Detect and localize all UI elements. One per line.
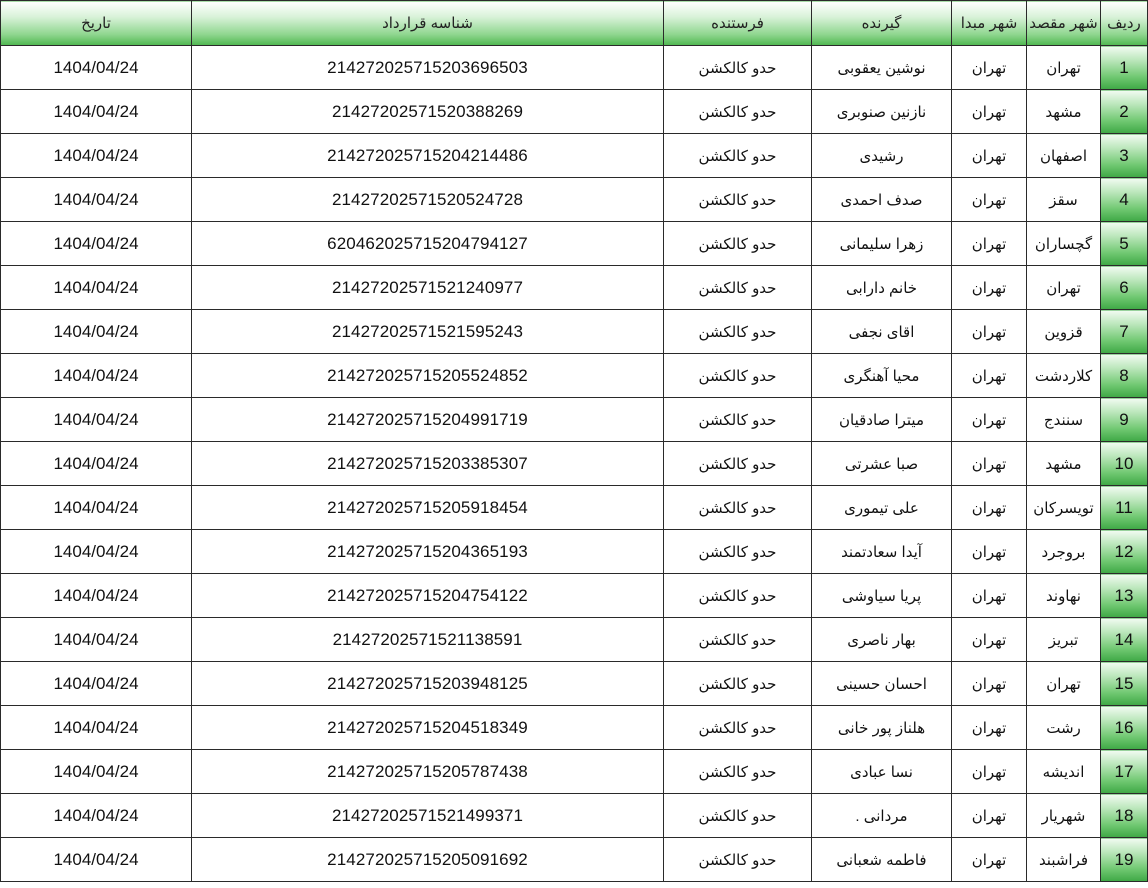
header-receiver: گیرنده	[812, 1, 952, 46]
cell-receiver: محیا آهنگری	[812, 354, 952, 398]
cell-row-number: 1	[1101, 46, 1148, 90]
cell-contract-id: 214272025715205787438	[192, 750, 664, 794]
cell-date: 1404/04/24	[1, 398, 192, 442]
cell-contract-id: 214272025715203948125	[192, 662, 664, 706]
cell-row-number: 6	[1101, 266, 1148, 310]
header-row	[1, 1, 1148, 46]
cell-date: 1404/04/24	[1, 794, 192, 838]
cell-origin-city: تهران	[952, 618, 1027, 662]
cell-receiver: نسا عبادی	[812, 750, 952, 794]
cell-date: 1404/04/24	[1, 134, 192, 178]
cell-origin-city: تهران	[952, 178, 1027, 222]
table-row	[1, 838, 1148, 882]
cell-sender: حدو کالکشن	[664, 750, 812, 794]
cell-destination-city: رشت	[1027, 706, 1101, 750]
table-row	[1, 442, 1148, 486]
cell-origin-city: تهران	[952, 90, 1027, 134]
table-row	[1, 90, 1148, 134]
cell-origin-city: تهران	[952, 574, 1027, 618]
cell-row-number: 7	[1101, 310, 1148, 354]
header-destination-city: شهر مقصد	[1027, 1, 1101, 46]
cell-date: 1404/04/24	[1, 310, 192, 354]
cell-row-number: 4	[1101, 178, 1148, 222]
cell-origin-city: تهران	[952, 794, 1027, 838]
cell-row-number: 17	[1101, 750, 1148, 794]
table-row	[1, 530, 1148, 574]
cell-destination-city: مشهد	[1027, 442, 1101, 486]
cell-receiver: مردانی .	[812, 794, 952, 838]
table-row	[1, 266, 1148, 310]
table-row	[1, 178, 1148, 222]
cell-destination-city: کلاردشت	[1027, 354, 1101, 398]
cell-destination-city: تهران	[1027, 662, 1101, 706]
cell-row-number: 18	[1101, 794, 1148, 838]
cell-sender: حدو کالکشن	[664, 310, 812, 354]
cell-date: 1404/04/24	[1, 178, 192, 222]
cell-origin-city: تهران	[952, 662, 1027, 706]
cell-contract-id: 21427202571521138591	[192, 618, 664, 662]
cell-origin-city: تهران	[952, 486, 1027, 530]
cell-date: 1404/04/24	[1, 662, 192, 706]
cell-date: 1404/04/24	[1, 486, 192, 530]
cell-origin-city: تهران	[952, 46, 1027, 90]
cell-sender: حدو کالکشن	[664, 266, 812, 310]
cell-sender: حدو کالکشن	[664, 178, 812, 222]
cell-row-number: 10	[1101, 442, 1148, 486]
cell-date: 1404/04/24	[1, 266, 192, 310]
cell-row-number: 3	[1101, 134, 1148, 178]
cell-contract-id: 214272025715204754122	[192, 574, 664, 618]
cell-sender: حدو کالکشن	[664, 618, 812, 662]
cell-origin-city: تهران	[952, 838, 1027, 882]
table-row	[1, 486, 1148, 530]
cell-sender: حدو کالکشن	[664, 662, 812, 706]
cell-destination-city: شهریار	[1027, 794, 1101, 838]
cell-row-number: 12	[1101, 530, 1148, 574]
cell-sender: حدو کالکشن	[664, 794, 812, 838]
cell-contract-id: 214272025715205918454	[192, 486, 664, 530]
table-row	[1, 46, 1148, 90]
cell-contract-id: 214272025715204214486	[192, 134, 664, 178]
cell-row-number: 16	[1101, 706, 1148, 750]
table-row	[1, 662, 1148, 706]
cell-sender: حدو کالکشن	[664, 90, 812, 134]
cell-sender: حدو کالکشن	[664, 838, 812, 882]
cell-destination-city: بروجرد	[1027, 530, 1101, 574]
cell-row-number: 14	[1101, 618, 1148, 662]
cell-receiver: بهار ناصری	[812, 618, 952, 662]
cell-date: 1404/04/24	[1, 46, 192, 90]
cell-date: 1404/04/24	[1, 354, 192, 398]
cell-receiver: صدف احمدی	[812, 178, 952, 222]
cell-receiver: زهرا سلیمانی	[812, 222, 952, 266]
cell-contract-id: 214272025715203696503	[192, 46, 664, 90]
cell-date: 1404/04/24	[1, 574, 192, 618]
header-origin-city: شهر مبدا	[952, 1, 1027, 46]
cell-sender: حدو کالکشن	[664, 46, 812, 90]
cell-receiver: احسان حسینی	[812, 662, 952, 706]
cell-receiver: پریا سیاوشی	[812, 574, 952, 618]
cell-sender: حدو کالکشن	[664, 398, 812, 442]
cell-origin-city: تهران	[952, 354, 1027, 398]
cell-origin-city: تهران	[952, 442, 1027, 486]
cell-contract-id: 214272025715204991719	[192, 398, 664, 442]
cell-sender: حدو کالکشن	[664, 706, 812, 750]
cell-destination-city: نهاوند	[1027, 574, 1101, 618]
cell-destination-city: قزوین	[1027, 310, 1101, 354]
cell-destination-city: سنندج	[1027, 398, 1101, 442]
cell-destination-city: تبریز	[1027, 618, 1101, 662]
cell-origin-city: تهران	[952, 266, 1027, 310]
cell-date: 1404/04/24	[1, 838, 192, 882]
cell-receiver: صبا عشرتی	[812, 442, 952, 486]
cell-date: 1404/04/24	[1, 442, 192, 486]
cell-contract-id: 214272025715205524852	[192, 354, 664, 398]
cell-origin-city: تهران	[952, 310, 1027, 354]
cell-origin-city: تهران	[952, 530, 1027, 574]
table-row	[1, 794, 1148, 838]
cell-sender: حدو کالکشن	[664, 222, 812, 266]
cell-destination-city: تهران	[1027, 46, 1101, 90]
table-row	[1, 574, 1148, 618]
cell-destination-city: سقز	[1027, 178, 1101, 222]
cell-receiver: میترا صادقیان	[812, 398, 952, 442]
cell-destination-city: اندیشه	[1027, 750, 1101, 794]
table-row	[1, 354, 1148, 398]
cell-row-number: 19	[1101, 838, 1148, 882]
cell-receiver: آیدا سعادتمند	[812, 530, 952, 574]
cell-destination-city: اصفهان	[1027, 134, 1101, 178]
cell-contract-id: 21427202571521499371	[192, 794, 664, 838]
cell-contract-id: 21427202571520524728	[192, 178, 664, 222]
cell-destination-city: مشهد	[1027, 90, 1101, 134]
table-row	[1, 706, 1148, 750]
table-row	[1, 310, 1148, 354]
cell-sender: حدو کالکشن	[664, 486, 812, 530]
cell-contract-id: 214272025715203385307	[192, 442, 664, 486]
cell-sender: حدو کالکشن	[664, 530, 812, 574]
cell-sender: حدو کالکشن	[664, 574, 812, 618]
cell-row-number: 13	[1101, 574, 1148, 618]
cell-contract-id: 21427202571520388269	[192, 90, 664, 134]
cell-date: 1404/04/24	[1, 90, 192, 134]
cell-contract-id: 214272025715204518349	[192, 706, 664, 750]
cell-origin-city: تهران	[952, 706, 1027, 750]
table-body	[1, 46, 1148, 882]
cell-contract-id: 21427202571521240977	[192, 266, 664, 310]
cell-sender: حدو کالکشن	[664, 354, 812, 398]
cell-row-number: 9	[1101, 398, 1148, 442]
cell-contract-id: 214272025715205091692	[192, 838, 664, 882]
cell-destination-city: گچساران	[1027, 222, 1101, 266]
cell-date: 1404/04/24	[1, 750, 192, 794]
cell-receiver: خانم دارابی	[812, 266, 952, 310]
cell-destination-city: تویسرکان	[1027, 486, 1101, 530]
cell-contract-id: 21427202571521595243	[192, 310, 664, 354]
cell-receiver: فاطمه شعبانی	[812, 838, 952, 882]
cell-date: 1404/04/24	[1, 222, 192, 266]
cell-origin-city: تهران	[952, 134, 1027, 178]
table-row	[1, 618, 1148, 662]
cell-date: 1404/04/24	[1, 706, 192, 750]
table-row	[1, 222, 1148, 266]
cell-receiver: نوشین یعقوبی	[812, 46, 952, 90]
cell-origin-city: تهران	[952, 398, 1027, 442]
cell-sender: حدو کالکشن	[664, 442, 812, 486]
cell-date: 1404/04/24	[1, 530, 192, 574]
header-date: تاریخ	[1, 1, 192, 46]
cell-contract-id: 620462025715204794127	[192, 222, 664, 266]
cell-destination-city: فراشبند	[1027, 838, 1101, 882]
cell-row-number: 2	[1101, 90, 1148, 134]
table-row	[1, 134, 1148, 178]
cell-row-number: 11	[1101, 486, 1148, 530]
cell-row-number: 8	[1101, 354, 1148, 398]
header-sender: فرستنده	[664, 1, 812, 46]
cell-origin-city: تهران	[952, 750, 1027, 794]
table-row	[1, 750, 1148, 794]
table-row	[1, 398, 1148, 442]
cell-contract-id: 214272025715204365193	[192, 530, 664, 574]
cell-origin-city: تهران	[952, 222, 1027, 266]
cell-receiver: هلناز پور خانی	[812, 706, 952, 750]
header-row-number: ردیف	[1101, 1, 1148, 46]
cell-receiver: رشیدی	[812, 134, 952, 178]
cell-sender: حدو کالکشن	[664, 134, 812, 178]
header-contract-id: شناسه قرارداد	[192, 1, 664, 46]
cell-receiver: نازنین صنوبری	[812, 90, 952, 134]
cell-destination-city: تهران	[1027, 266, 1101, 310]
cell-receiver: اقای نجفی	[812, 310, 952, 354]
cell-row-number: 15	[1101, 662, 1148, 706]
cell-receiver: علی تیموری	[812, 486, 952, 530]
cell-row-number: 5	[1101, 222, 1148, 266]
cell-date: 1404/04/24	[1, 618, 192, 662]
